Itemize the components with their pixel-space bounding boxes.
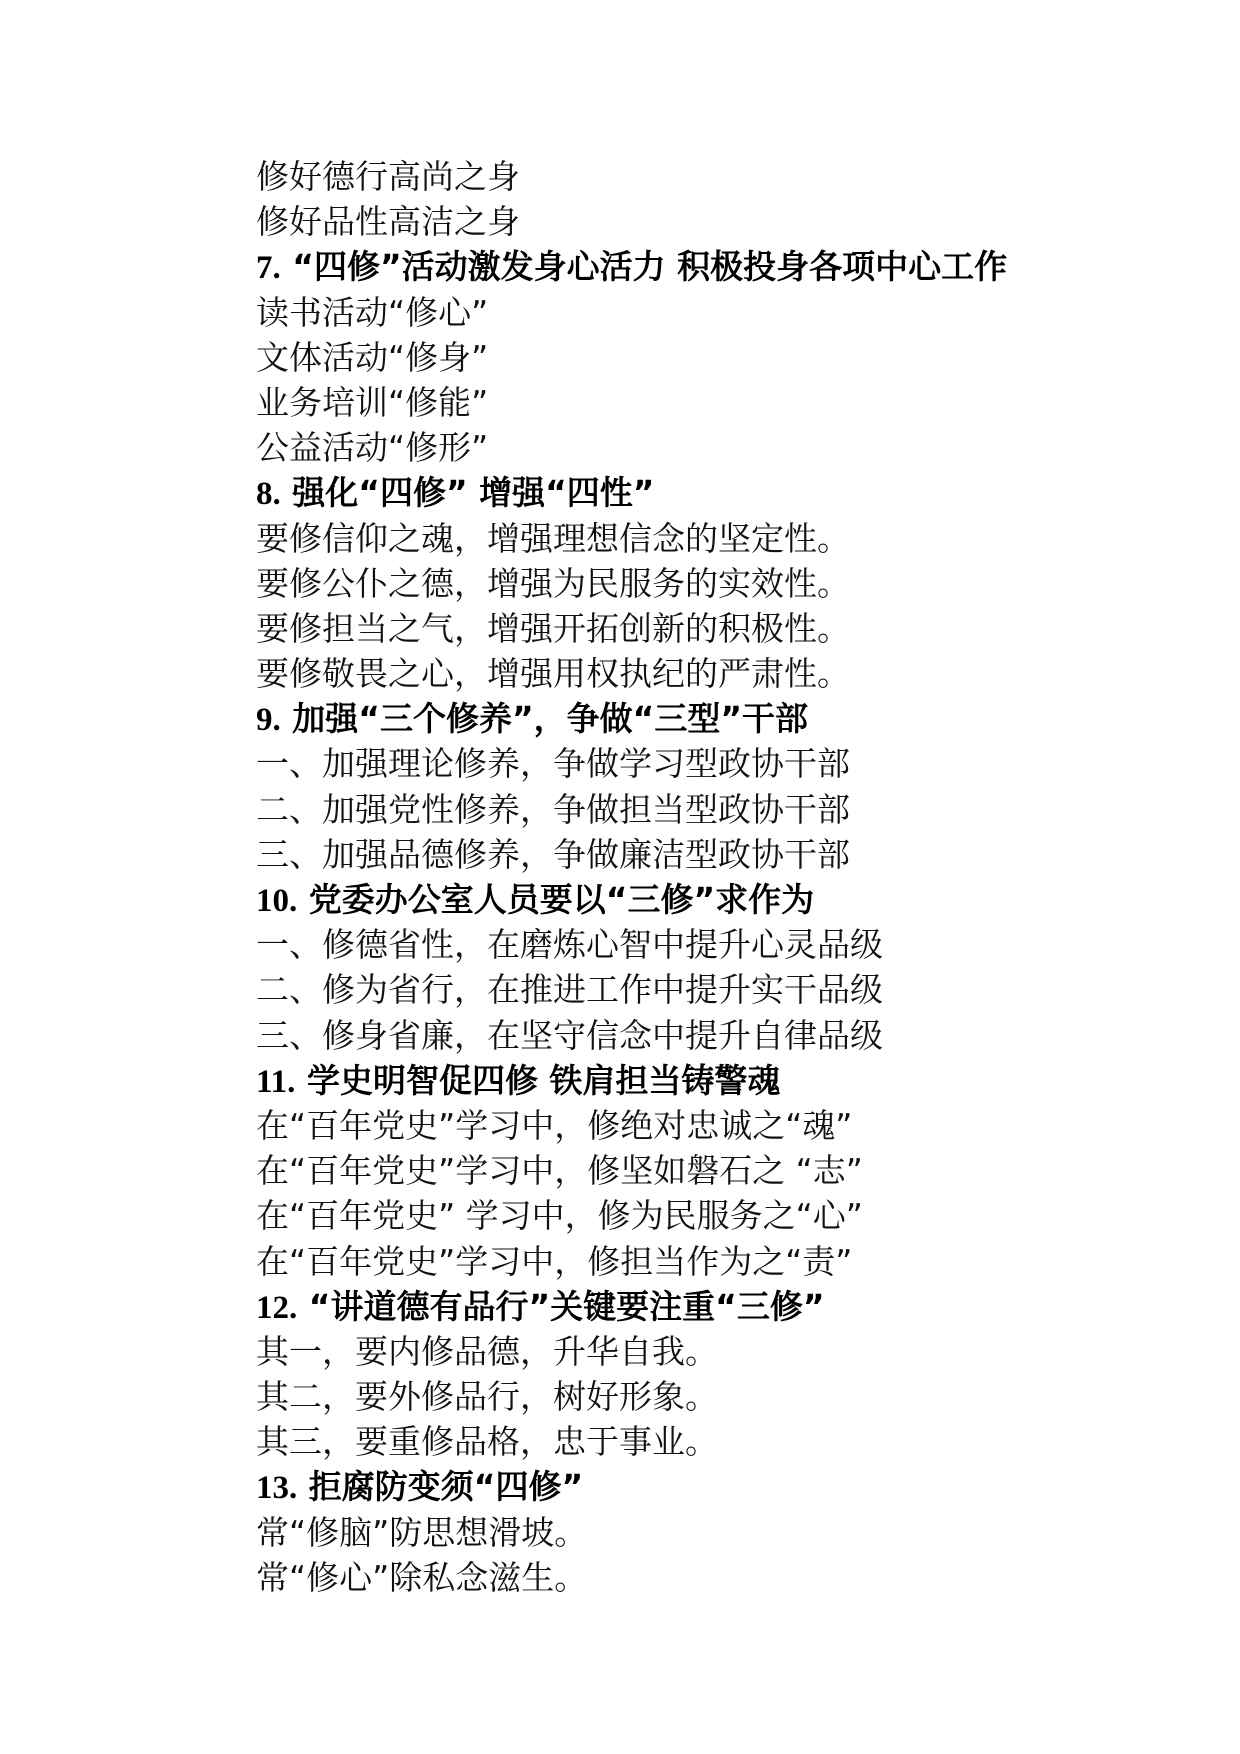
section-heading [256,877,1156,922]
heading-text: “四修”活动激发身心活力 积极投身各项中心工作 [292,247,1008,287]
body-line: 常“修心”除私念滋生。 [256,1557,588,1597]
document-body [256,154,1156,1600]
heading-number: 7. [256,250,281,287]
section-heading [256,470,1156,515]
heading-text: “讲道德有品行”关键要注重“三修” [308,1286,825,1326]
section-heading [256,244,1156,289]
heading-number: 8. [256,476,281,513]
body-line: 其一，要内修品德，升华自我。 [256,1331,718,1371]
section-heading [256,696,1156,741]
body-line: 一、加强理论修养，争做学习型政协干部 [256,744,850,784]
body-line: 要修公仆之德，增强为民服务的实效性。 [256,563,850,603]
body-line: 三、修身省廉，在坚守信念中提升自律品级 [256,1015,883,1055]
body-line: 二、加强党性修养，争做担当型政协干部 [256,789,850,829]
body-line: 修好德行高尚之身 [256,157,520,196]
body-line: 其三，要重修品格，忠于事业。 [256,1422,718,1462]
body-line: 一、修德省性，在磨炼心智中提升心灵品级 [256,925,883,965]
body-line: 在“百年党史”学习中，修坚如磐石之 “志” [256,1151,863,1191]
heading-number: 9. [256,702,281,739]
body-line: 要修信仰之魂，增强理想信念的坚定性。 [256,518,850,558]
heading-text: 加强“三个修养”，争做“三型”干部 [292,699,809,739]
body-line: 在“百年党史”学习中，修担当作为之“责” [256,1241,853,1281]
heading-number: 13. [256,1470,298,1507]
heading-number: 12. [256,1289,298,1326]
body-line: 文体活动“修身” [256,337,489,377]
section-heading [256,1464,1156,1509]
heading-text: 强化“四修” 增强“四性” [292,473,655,513]
body-line: 读书活动“修心” [256,292,489,332]
body-line: 其二，要外修品行，树好形象。 [256,1377,718,1417]
body-line: 公益活动“修形” [256,428,489,468]
body-line: 要修敬畏之心，增强用权执纪的严肃性。 [256,654,850,694]
section-heading [256,1284,1156,1329]
heading-text: 学史明智促四修 铁肩担当铸警魂 [306,1060,781,1100]
body-line: 修好品性高洁之身 [256,202,520,242]
heading-number: 11. [256,1063,296,1100]
heading-text: 拒腐防变须“四修” [308,1467,584,1507]
body-line: 要修担当之气，增强开拓创新的积极性。 [256,608,850,648]
body-line: 常“修脑”防思想滑坡。 [256,1512,588,1552]
body-line: 在“百年党史”学习中，修绝对忠诚之“魂” [256,1105,853,1145]
body-line: 业务培训“修能” [256,382,489,422]
section-heading [256,1058,1156,1103]
body-line: 三、加强品德修养，争做廉洁型政协干部 [256,834,850,874]
body-line: 在“百年党史” 学习中，修为民服务之“心” [256,1196,863,1236]
body-line: 二、修为省行，在推进工作中提升实干品级 [256,970,883,1010]
heading-text: 党委办公室人员要以“三修”求作为 [308,880,815,919]
heading-number: 10. [256,883,298,919]
